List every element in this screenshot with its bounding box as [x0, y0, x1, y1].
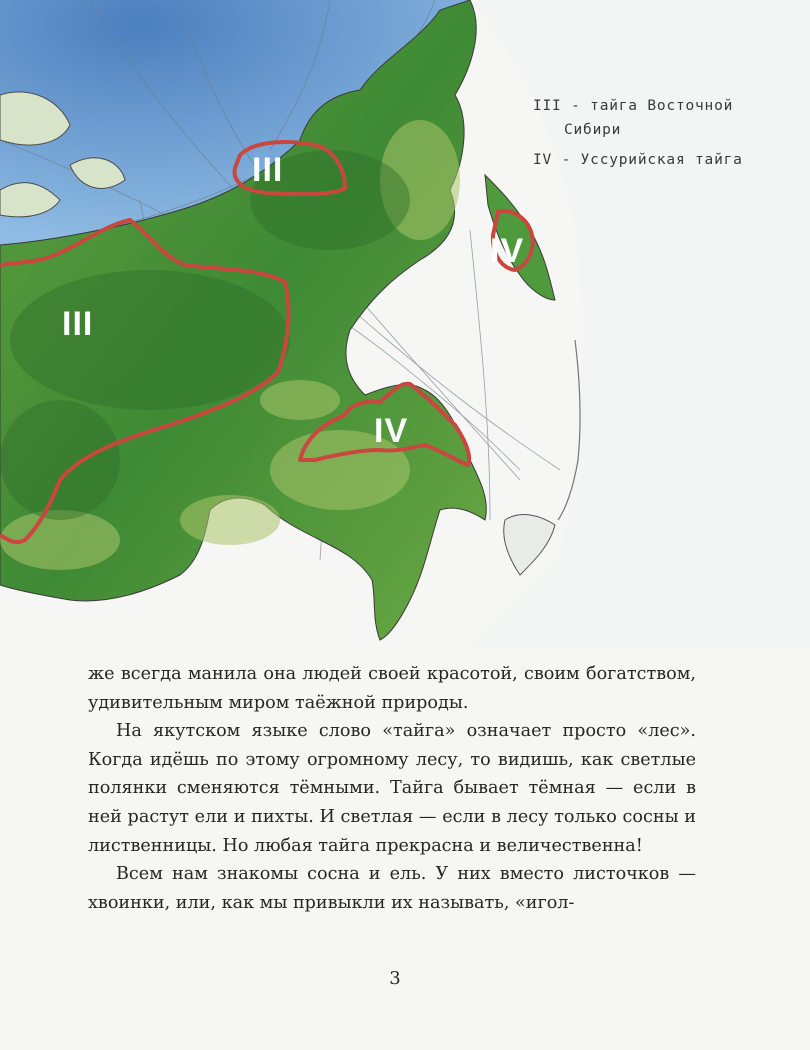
label-region-iii-small: III [252, 151, 284, 189]
legend-item-iii [533, 94, 783, 142]
legend-item-iii-line2: Сибири [564, 122, 622, 138]
paragraph-2: На якутском языке слово «тайга» означает просто «лес». Когда идёшь по этому огромному лесу, то видишь, как светлые полянки сменяются тёмными. Тайга бывает тёмная — если в ней растут ели и пихты. И светлая — если в лесу только сосны и лиственницы. Но любая тайга прекрасна и величественна! [88, 721, 696, 856]
label-region-iv-amur: IV [374, 412, 409, 450]
label-region-iii-large: III [62, 305, 94, 343]
legend-item-iii-line1: III - тайга Восточной [533, 98, 734, 114]
paragraph-1: же всегда манила она людей своей красотой, своим богатством, удивительным миром таёжной природы. [88, 664, 696, 713]
body-text [88, 660, 696, 917]
paragraph-3: Всем нам знакомы сосна и ель. У них вместо листочков — хвоинки, или, как мы привыкли их называть, «игол- [88, 864, 696, 913]
hokkaido-island [504, 515, 555, 575]
label-region-iv-sakhalin: IV [490, 232, 525, 270]
page-number: 3 [389, 968, 401, 989]
legend-item-iv: IV - Уссурийская тайга [533, 152, 743, 168]
map-legend [533, 94, 783, 178]
